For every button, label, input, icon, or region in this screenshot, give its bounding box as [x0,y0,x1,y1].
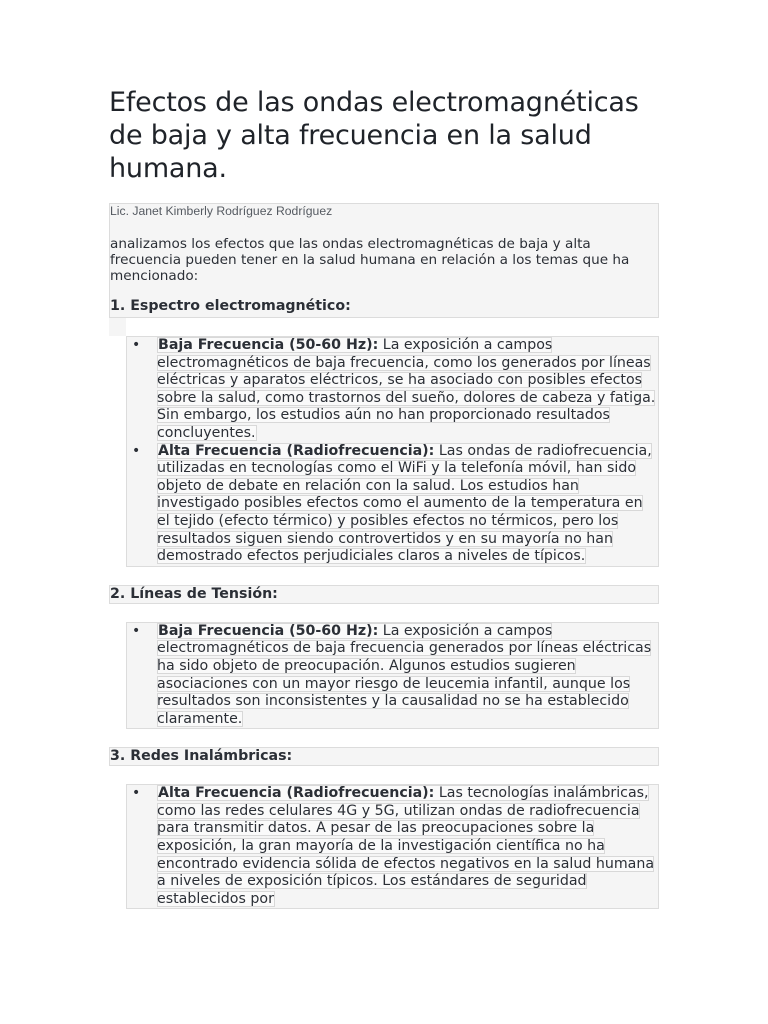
item-lead: Baja Frecuencia (50-60 Hz): [158,622,379,639]
section-2-list [126,622,659,730]
item-text: Las tecnologías inalámbricas, como las redes celulares 4G y 5G, utilizan ondas de radiofrecuencia para transmitir datos. A pesar de las preocupaciones sobre la exposición, la gran mayoría de la investigación científica no ha encontrado evidencia sólida de efectos negativos en la salud humana a niveles de exposición típicos. Los estándares de seguridad establecidos por [157,785,655,907]
document-title: Efectos de las ondas electromagnéticas de baja y alta frecuencia en la salud humana. [109,87,639,184]
section-3-list [126,784,659,909]
bullet-icon: • [132,622,141,639]
item-text: Las ondas de radiofrecuencia, utilizadas en tecnologías como el WiFi y la telefonía móvil, han sido objeto de debate en relación con la salud. Los estudios han investigado posibles efectos como el aumento de la temperatura en el tejido (efecto térmico) y posibles efectos no térmicos, pero los resultados siguen siendo controvertidos y en su mayoría no han demostrado efectos perjudiciales claros a niveles de típicos. [157,442,652,565]
section-heading-1: 1. Espectro electromagnético: [110,298,351,314]
item-text: La exposición a campos electromagnéticos de baja frecuencia, como los generados por líneas eléctricas y aparatos eléctricos, se ha asociado con posibles efectos sobre la salud, como trastornos del sueño, dolores de cabeza y fatiga. Sin embargo, los estudios aún no han proporcionado resultados concluyentes. [157,337,656,441]
list-item [127,785,658,908]
item-text: La exposición a campos electromagnéticos de baja frecuencia generados por líneas eléctricas ha sido objeto de preocupación. Algunos estudios sugieren asociaciones con un mayor riesgo de leucemia infantil, aunque los resultados son inconsistentes y la causalidad no se ha establecido claramente. [157,622,652,727]
section-heading-box-3 [109,747,659,766]
section-gap [109,318,659,336]
section-gap [109,729,659,747]
intro-block [109,203,659,318]
author-line: Lic. Janet Kimberly Rodríguez Rodríguez [110,204,333,218]
intro-paragraph: analizamos los efectos que las ondas electromagnéticas de baja y alta frecuencia pueden tener en la salud humana en relación a los temas que ha mencionado: [110,236,630,284]
item-lead: Alta Frecuencia (Radiofrecuencia): [158,785,435,802]
item-lead: Baja Frecuencia (50-60 Hz): [158,337,379,353]
bullet-icon: • [132,785,141,802]
list-item [127,337,658,443]
section-gap [109,766,659,784]
section-heading-3: 3. Redes Inalámbricas: [110,748,293,765]
section-heading-2: 2. Líneas de Tensión: [110,585,278,602]
document-page [109,86,659,909]
bullet-icon: • [132,442,141,459]
section-1-list [126,336,659,567]
list-item [127,623,658,729]
section-heading-box-2 [109,585,659,604]
list-item [127,443,658,566]
bullet-icon: • [132,337,141,353]
section-gap [109,604,659,622]
section-gap [109,567,659,585]
item-lead: Alta Frecuencia (Radiofrecuencia): [158,442,435,459]
